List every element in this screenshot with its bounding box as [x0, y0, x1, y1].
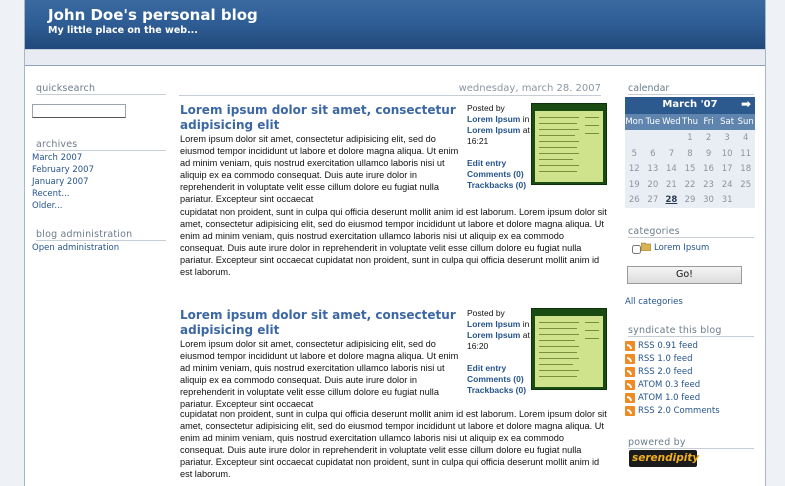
calendar-month-bar	[625, 97, 755, 114]
archive-link-january-2007[interactable]: January 2007	[32, 177, 89, 187]
calendar-day: 16	[703, 164, 714, 174]
entry-1-trackbacks-link[interactable]: Trackbacks (0)	[467, 180, 527, 190]
entry-2-author-link[interactable]: Lorem Ipsum	[467, 319, 521, 329]
calendar-day: 1	[687, 133, 693, 143]
entry-1-category-line	[467, 125, 529, 136]
page-margin-left	[0, 0, 24, 486]
calendar-day: 14	[666, 164, 677, 174]
archive-link-recent[interactable]: Recent...	[32, 189, 70, 199]
calendar-day: 7	[668, 148, 675, 159]
calendar-day: 8	[687, 148, 693, 159]
calendar-day: 30	[703, 195, 714, 205]
entry-2-category-line	[467, 330, 529, 341]
entry-1-comments-link[interactable]: Comments (0)	[467, 169, 524, 179]
calendar-weekday: Wed	[662, 117, 681, 127]
category-checkbox[interactable]	[632, 245, 641, 254]
category-link[interactable]: Lorem Ipsum	[654, 243, 710, 253]
calendar-day[interactable]: 28	[665, 195, 678, 205]
archive-link-march-2007[interactable]: March 2007	[32, 153, 83, 163]
thumbnail-page	[535, 316, 603, 387]
calendar-day: 27	[647, 195, 659, 205]
archive-link-february-2007[interactable]: February 2007	[32, 165, 94, 175]
archives-heading: archives	[36, 139, 166, 151]
feed-link-rss-20-comments[interactable]: RSS 2.0 Comments	[638, 406, 720, 416]
entry-2-posted-by: Posted by	[467, 308, 505, 318]
folder-icon	[641, 242, 651, 254]
thumbnail-page	[535, 111, 603, 182]
calendar-weekday: Thu	[682, 117, 698, 127]
quicksearch-input[interactable]	[32, 104, 126, 118]
calendar-weekday: Sat	[720, 117, 735, 127]
calendar-day: 20	[647, 179, 659, 190]
serendipity-logo[interactable]	[629, 450, 700, 467]
entry-1-thumbnail[interactable]	[531, 103, 607, 185]
calendar-day: 24	[721, 179, 733, 190]
entry-1-spacer	[467, 147, 529, 158]
calendar-day: 13	[647, 164, 659, 174]
calendar-day: 2	[705, 133, 712, 143]
quicksearch-heading: quicksearch	[36, 83, 166, 95]
feed-link-rss-20[interactable]: RSS 2.0 feed	[638, 367, 693, 377]
feed-link-atom-10[interactable]: ATOM 1.0 feed	[638, 393, 701, 403]
calendar-day: 4	[742, 133, 749, 143]
entry-2-thumbnail[interactable]	[531, 308, 607, 390]
calendar-day: 5	[631, 148, 637, 159]
header-band	[25, 49, 765, 66]
entry-2-spacer	[467, 352, 529, 363]
entry-1-category-link[interactable]: Lorem Ipsum	[467, 125, 521, 135]
blog-subtitle: My little place on the web...	[48, 25, 198, 36]
calendar-day: 11	[740, 148, 752, 159]
archive-link-older[interactable]: Older...	[32, 201, 63, 211]
calendar-day: 22	[684, 179, 696, 190]
syndicate-heading: syndicate this blog	[628, 325, 754, 337]
calendar-day: 21	[666, 179, 677, 190]
entry-2-title[interactable]: Lorem ipsum dolor sit amet, consectetur adipisicing elit	[180, 308, 456, 337]
entry-1-in-word: in	[522, 114, 530, 124]
page-margin-right	[766, 0, 785, 486]
calendar-day: 9	[705, 148, 712, 159]
entry-2-body-top: Lorem ipsum dolor sit amet, consectetur adipisicing elit, sed do eiusmod tempor incididunt ut labore et dolore magna aliqua. Ut enim ad minim veniam, quis nostrud exercitation ullamco laboris nisi ut aliquip ex ea commodo consequat. Duis aute irure dolor in reprehenderit in voluptate velit esse cillum dolore eu fugiat nulla pariatur. Excepteur sint occaecat	[180, 339, 459, 410]
entry-2-meta	[467, 308, 529, 396]
feed-link-rss-10[interactable]: RSS 1.0 feed	[638, 354, 693, 364]
blog-title[interactable]: John Doe's personal blog	[48, 6, 258, 24]
calendar-weekday: Sun	[737, 117, 754, 127]
calendar-day: 12	[628, 164, 640, 174]
entry-1-author-link[interactable]: Lorem Ipsum	[467, 114, 521, 124]
feed-link-atom-03[interactable]: ATOM 0.3 feed	[638, 380, 701, 390]
calendar-weekday: Tue	[645, 117, 661, 127]
entry-2-edit-link[interactable]: Edit entry	[467, 363, 507, 373]
entry-2-in-word: in	[522, 319, 530, 329]
all-categories-link[interactable]: All categories	[625, 297, 683, 307]
entry-2-time: 16:20	[467, 341, 489, 351]
entry-1-author-line	[467, 114, 529, 125]
calendar-weekdays	[625, 114, 755, 130]
entry-2-body-continued: cupidatat non proident, sunt in culpa qui officia deserunt mollit anim id est laborum. Lorem ipsum dolor sit amet, consectetur adipisicing elit, sed do eiusmod tempor incididunt ut labore et dolore magna aliqua. Ut enim ad minim veniam, quis nostrud exercitation ullamco laboris nisi ut aliquip ex ea commodo consequat. Duis aute irure dolor in reprehenderit in voluptate velit esse cillum dolore eu fugiat nulla pariatur. Excepteur sint occaecat cupidatat non proident, sunt in culpa qui officia deserunt mollit anim id est laborum.	[180, 409, 607, 480]
entry-2-at-word: at	[522, 330, 530, 340]
next-month-arrow-icon[interactable]: ➡	[740, 97, 751, 111]
calendar-day: 19	[628, 179, 640, 190]
calendar-day: 3	[724, 133, 730, 143]
calendar-day: 26	[628, 195, 640, 205]
entry-1-time: 16:21	[467, 136, 489, 146]
entry-1-posted-by: Posted by	[467, 103, 505, 113]
calendar-day: 15	[684, 164, 696, 174]
rss-icon	[625, 341, 635, 351]
calendar-day: 29	[684, 195, 696, 205]
calendar-day: 6	[650, 148, 656, 159]
blog-administration-heading: blog administration	[36, 229, 166, 241]
entry-1-title[interactable]: Lorem ipsum dolor sit amet, consectetur adipisicing elit	[180, 103, 456, 132]
categories-heading: categories	[628, 226, 754, 238]
entry-2-trackbacks-link[interactable]: Trackbacks (0)	[467, 385, 527, 395]
calendar-grid	[625, 130, 755, 208]
entry-2-comments-link[interactable]: Comments (0)	[467, 374, 524, 384]
calendar-weekday: Mon	[625, 117, 644, 127]
calendar-day: 10	[721, 148, 733, 159]
calendar-day: 18	[740, 164, 752, 174]
open-administration-link[interactable]: Open administration	[32, 243, 120, 253]
date-header: wednesday, march 28. 2007	[179, 83, 601, 96]
rss-icon	[625, 406, 635, 416]
calendar-day: 31	[721, 195, 733, 205]
entry-1-at-word: at	[522, 125, 530, 135]
calendar-weekday: Fri	[703, 117, 714, 127]
entry-2-category-link[interactable]: Lorem Ipsum	[467, 330, 521, 340]
rss-icon	[625, 367, 635, 377]
entry-2-author-line	[467, 319, 529, 330]
rss-icon	[625, 380, 635, 390]
calendar-day: 25	[740, 179, 752, 190]
calendar-heading: calendar	[628, 83, 754, 95]
blog-header	[25, 0, 765, 49]
calendar-month-label: March '07	[662, 99, 718, 110]
calendar-day: 23	[703, 179, 714, 190]
rss-icon	[625, 354, 635, 364]
entry-1-body-continued: cupidatat non proident, sunt in culpa qui officia deserunt mollit anim id est laborum. Lorem ipsum dolor sit amet, consectetur adipisicing elit, sed do eiusmod tempor incididunt ut labore et dolore magna aliqua. Ut enim ad minim veniam, quis nostrud exercitation ullamco laboris nisi ut aliquip ex ea commodo consequat. Duis aute irure dolor in reprehenderit in voluptate velit esse cillum dolore eu fugiat nulla pariatur. Excepteur sint occaecat cupidatat non proident, sunt in culpa qui officia deserunt mollit anim id est laborum.	[180, 207, 607, 278]
feed-link-rss-091[interactable]: RSS 0.91 feed	[638, 341, 698, 351]
go-button[interactable]: Go!	[627, 266, 742, 284]
entry-1-body-top: Lorem ipsum dolor sit amet, consectetur adipisicing elit, sed do eiusmod tempor incididunt ut labore et dolore magna aliqua. Ut enim ad minim veniam, quis nostrud exercitation ullamco laboris nisi ut aliquip ex ea commodo consequat. Duis aute irure dolor in reprehenderit in voluptate velit esse cillum dolore eu fugiat nulla pariatur. Excepteur sint occaecat	[180, 134, 459, 205]
calendar-day: 17	[721, 164, 733, 174]
powered-by-heading: powered by	[628, 437, 754, 449]
entry-1-edit-link[interactable]: Edit entry	[467, 158, 507, 168]
serendipity-logo-text: serendipity	[632, 452, 700, 464]
entry-1-meta	[467, 103, 529, 191]
rss-icon	[625, 393, 635, 403]
